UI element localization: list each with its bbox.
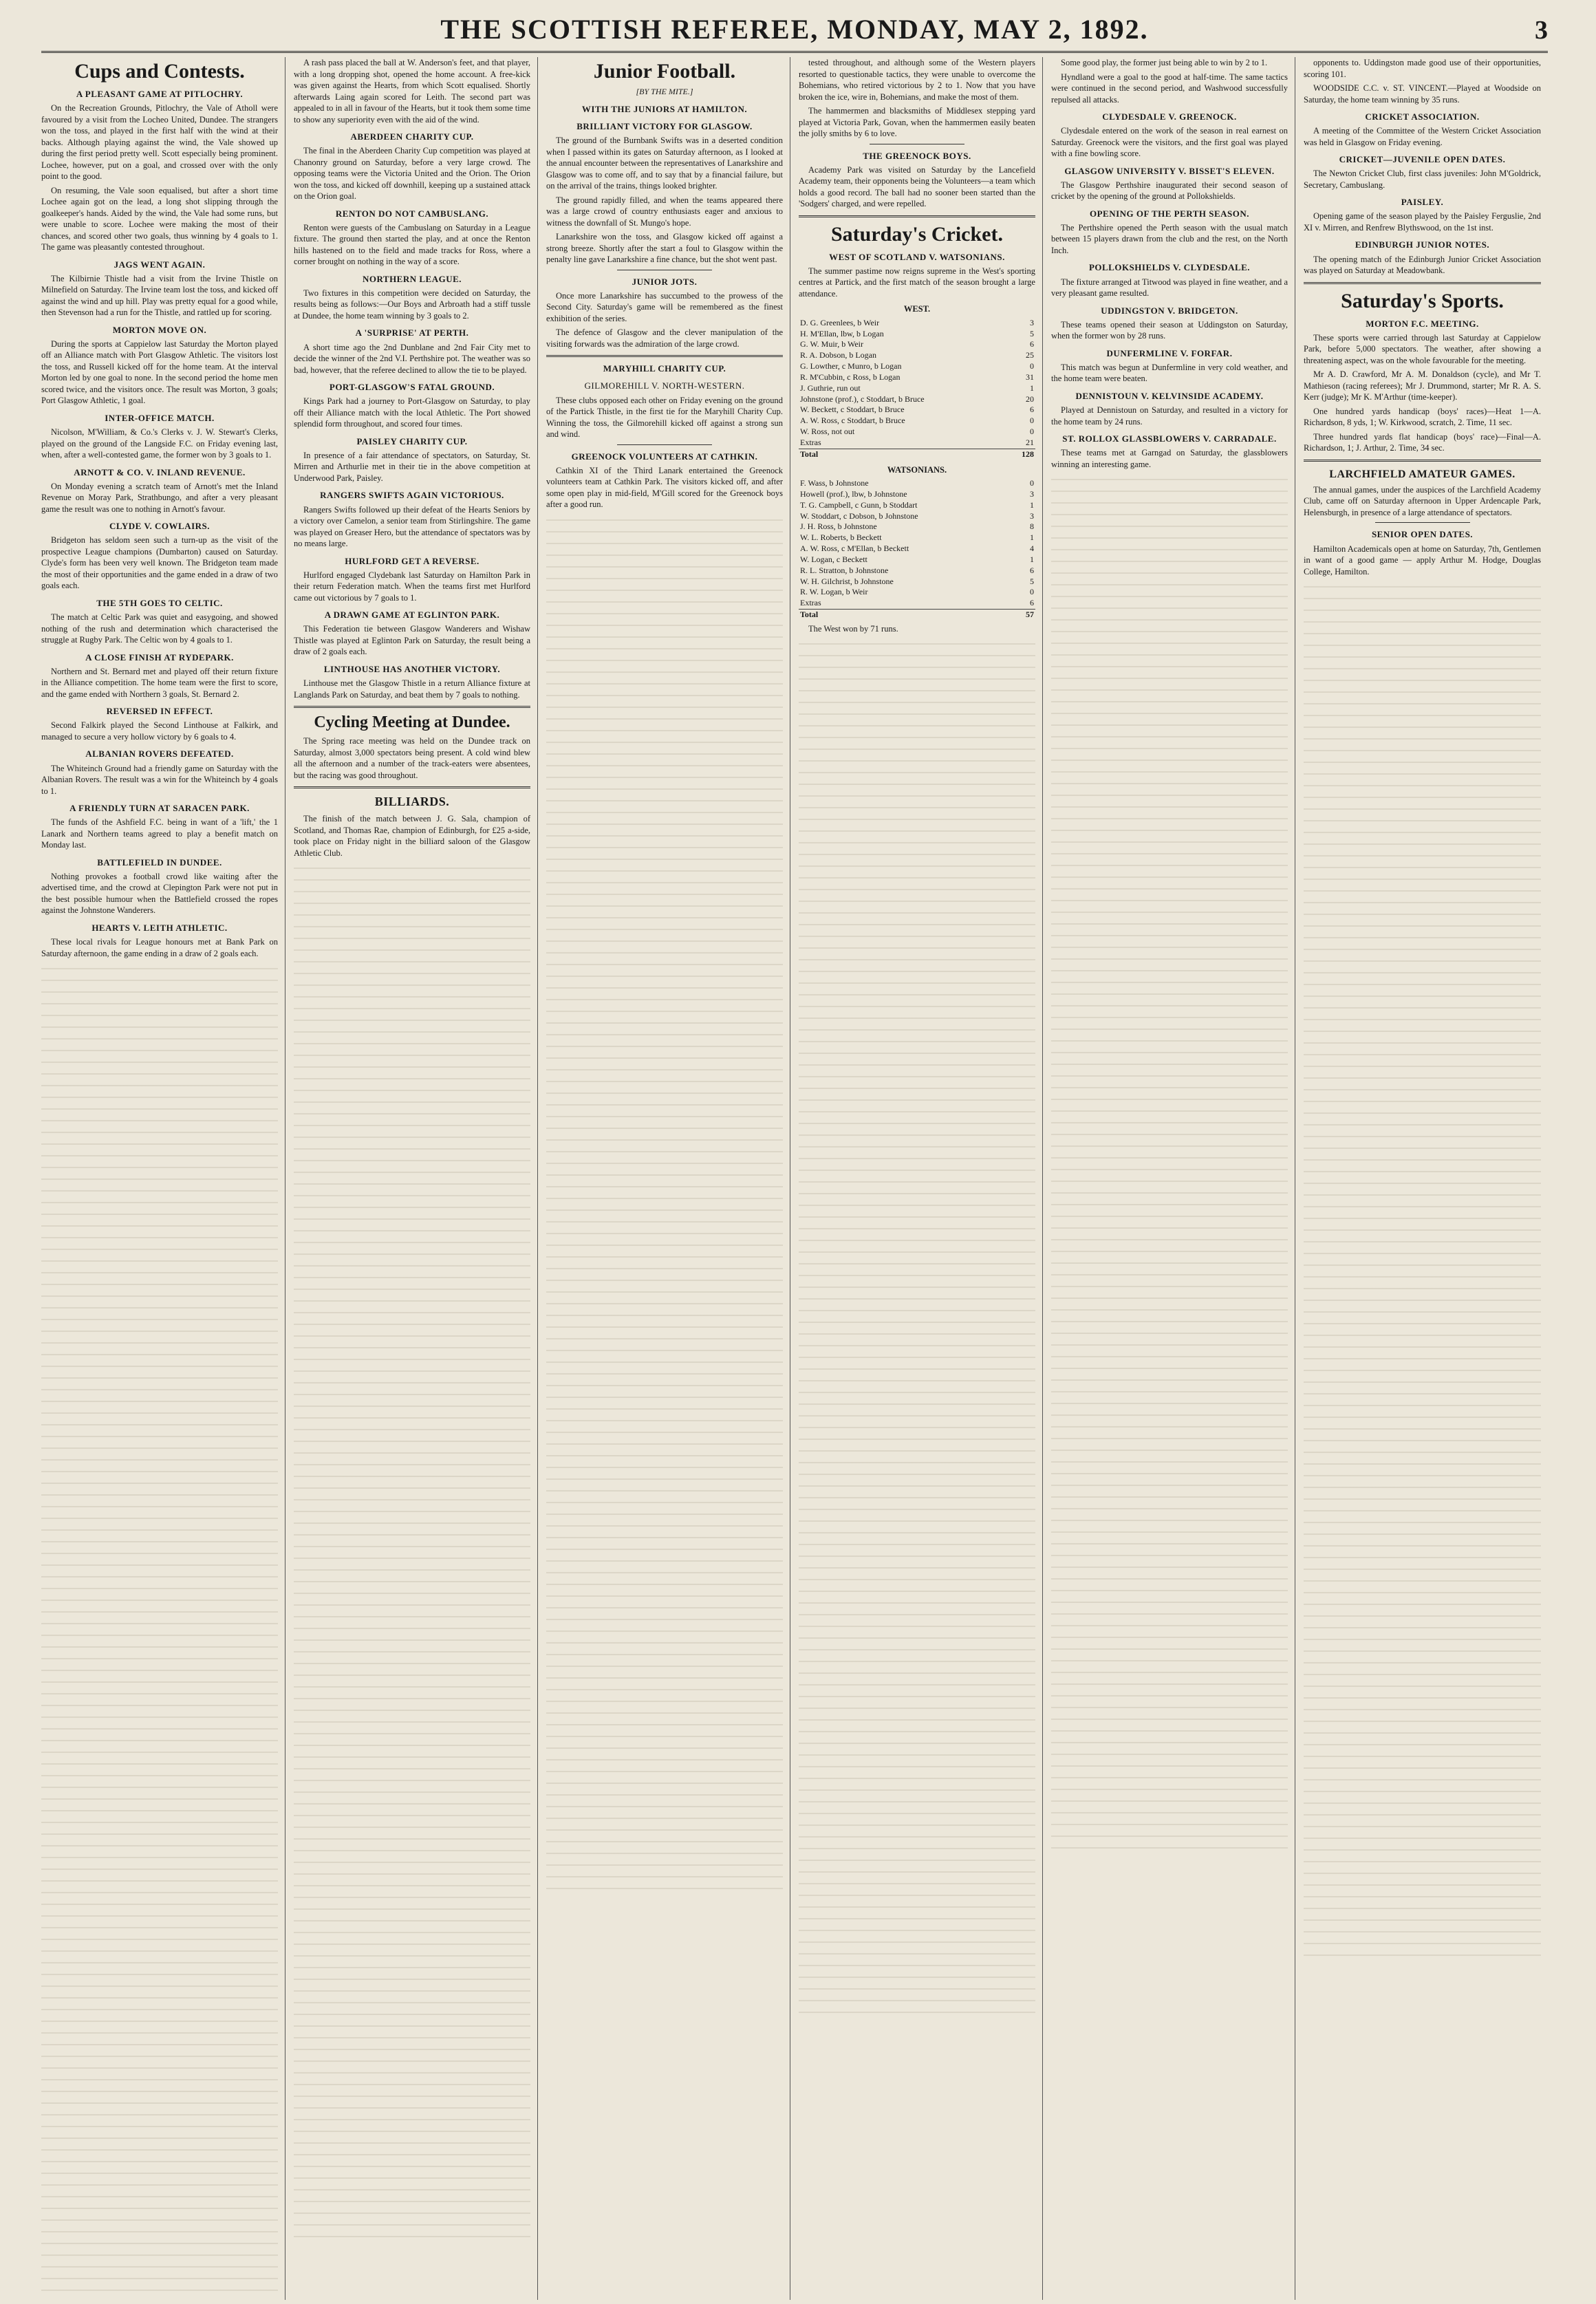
total-label: Total (799, 449, 1008, 460)
section-title-cycling: Cycling Meeting at Dundee. (314, 713, 510, 732)
article-heading: A CLOSE FINISH AT RYDEPARK. (85, 652, 234, 663)
scorecard-title-west: WEST. (903, 304, 931, 314)
masthead (41, 7, 1548, 53)
article-body (546, 465, 783, 510)
divider (1304, 460, 1541, 462)
paragraph: Kings Park had a journey to Port-Glasgow on Saturday, to play off their Alliance match with the local Athletic. The Port showed splendid form throughout, and scored four times. (294, 396, 530, 429)
text-lines-texture (41, 965, 278, 2300)
paragraph: Once more Lanarkshire has succumbed to the prowess of the Second City. Saturday's game will be remembered as the finest exhibition of the series. (546, 290, 783, 323)
column-2 (294, 57, 538, 2300)
paragraph: This Federation tie between Glasgow Wanderers and Wishaw Thistle was played at Eglinton Park on Saturday, the result being a draw of 2 goals each. (294, 624, 530, 657)
article-heading: EDINBURGH JUNIOR NOTES. (1355, 239, 1490, 250)
paragraph: Academy Park was visited on Saturday by the Lancefield Academy team, their opponents being the Volunteers—a team which holds a good record. The ball had no sooner been started than the 'Sodgers' charged, and were repelled. (799, 164, 1035, 209)
scorecard-row (799, 521, 1035, 532)
article-heading: GREENOCK VOLUNTEERS AT CATHKIN. (571, 451, 758, 462)
total-runs: 128 (1008, 449, 1035, 460)
paragraph: opponents to. Uddingston made good use of their opportunities, scoring 101. (1304, 58, 1541, 79)
paragraph: Lanarkshire won the toss, and Glasgow kicked off against a strong breeze. Shortly after the start a foul to Glasgow within the penalty line gave Lanarkshire a fine chance, but the shot went past. (546, 232, 783, 265)
article-heading: CLYDESDALE V. GREENOCK. (1102, 111, 1237, 122)
batsman-runs: 31 (1026, 372, 1034, 382)
paragraph: During the sports at Cappielow last Saturday the Morton played off an Alliance match with Port Glasgow Athletic. The visitors lost the toss, and Russell kicked off for the home team. At the interval Morton led by one goal to none. In the second period the home men scored twice, and the visitors once. The result was Morton, 3 goals; Port Glasgow Athletic, 1 goal. (41, 338, 278, 406)
article-list (41, 88, 278, 959)
scorecard-row (799, 318, 1035, 329)
batsman-name: A. W. Ross, c Stoddart, b Bruce (800, 416, 905, 426)
article-heading: A DRAWN GAME AT EGLINTON PARK. (324, 610, 500, 621)
scorecard-row (799, 598, 1035, 609)
article-heading: CRICKET—JUVENILE OPEN DATES. (1339, 154, 1506, 165)
batsman-name: G. Lowther, c Munro, b Logan (800, 361, 902, 372)
paragraph: The fixture arranged at Titwood was played in fine weather, and a very pleasant game resulted. (1051, 277, 1288, 299)
total-runs: 57 (1008, 610, 1035, 621)
paragraph: This match was begun at Dunfermline in very cold weather, and the home team were beaten. (1051, 362, 1288, 384)
article-heading: JUNIOR JOTS. (632, 276, 698, 287)
article-body (1304, 543, 1541, 578)
columns (41, 57, 1548, 2300)
divider (617, 444, 712, 445)
paragraph: On the Recreation Grounds, Pitlochry, the Vale of Atholl were favoured by a visit from the Locheo United, Dundee. The strangers won the toss, and played in the first half with the wind at their backs. Although playing against the wind, the Vale showed up during the first period pretty well. Scott especially being prominent. Lochee, however, put on a goal, and crossed over with the only point to the good. (41, 103, 278, 182)
article-body (799, 266, 1035, 300)
paragraph: The Perthshire opened the Perth season with the usual match between 15 players drawn from the club and the rest, on the North Inch. (1051, 222, 1288, 255)
scorecard-row (799, 438, 1035, 449)
batsman-runs: 0 (1030, 427, 1034, 437)
article-heading: MORTON MOVE ON. (112, 324, 207, 335)
batsman-runs: 0 (1030, 416, 1034, 426)
article-heading: CRICKET ASSOCIATION. (1365, 111, 1480, 122)
paragraph: In presence of a fair attendance of spectators, on Saturday, St. Mirren and Arthurlie met in their tie in the above competition at Underwood Park, Paisley. (294, 450, 530, 483)
paragraph: A meeting of the Committee of the Western Cricket Association was held in Glasgow on Friday evening. (1304, 126, 1541, 147)
article-heading: HEARTS V. LEITH ATHLETIC. (91, 922, 228, 933)
scorecard-row (799, 577, 1035, 588)
article-body (1304, 254, 1541, 277)
paragraph: The defence of Glasgow and the clever manipulation of the visiting forwards was the admiration of the large crowd. (546, 327, 783, 349)
paragraph: These sports were carried through last Saturday at Cappielow Park, before 5,000 spectators. The weather, after showing a threatening aspect, was on the whole favourable for the meeting. (1304, 332, 1541, 365)
batsman-name: W. Beckett, c Stoddart, b Bruce (800, 405, 905, 415)
article-heading: ARNOTT & CO. V. INLAND REVENUE. (74, 466, 246, 477)
paragraph: These local rivals for League honours met at Bank Park on Saturday afternoon, the game ending in a draw of 2 goals each. (41, 937, 278, 958)
page-number: 3 (1535, 16, 1548, 45)
section-title-billiards: BILLIARDS. (374, 795, 450, 809)
paragraph: Linthouse met the Glasgow Thistle in a return Alliance fixture at Langlands Park on Saturday, and beat them by 7 goals to nothing. (294, 678, 530, 700)
divider (799, 215, 1035, 217)
scorecard-row (799, 543, 1035, 555)
article-body (1304, 57, 1541, 105)
paragraph: The finish of the match between J. G. Sala, champion of Scotland, and Thomas Rae, champion of Edinburgh, for £25 a-side, took place on Friday night in the billiard saloon of the Glasgow Athletic Club. (294, 814, 530, 858)
paragraph: The Spring race meeting was held on the Dundee track on Saturday, almost 3,000 spectators being present. A cold wind blew all the afternoon and a number of the track-eaters were absentees, but the racing was good throughout. (294, 736, 530, 780)
paragraph: WOODSIDE C.C. v. ST. VINCENT.—Played at Woodside on Saturday, the home team winning by 35 runs. (1304, 83, 1541, 105)
result-line: The West won by 71 runs. (808, 623, 898, 634)
batsman-runs: 6 (1030, 405, 1034, 415)
article-heading: WITH THE JUNIORS AT HAMILTON. (581, 103, 748, 114)
cycling-article (294, 735, 530, 781)
text-lines-texture (1304, 583, 1541, 1959)
article-list (294, 57, 530, 700)
paragraph: Second Falkirk played the Second Linthouse at Falkirk, and managed to secure a very hollow victory by 6 goals to 4. (41, 720, 278, 742)
article-heading: PAISLEY CHARITY CUP. (356, 435, 468, 446)
paragraph: The ground of the Burnbank Swifts was in a deserted condition when I passed within its gates on Saturday afternoon, as I looked at the annual encounter between the representatives of Lanarkshire and Glasgow was to come off, and to say that by a financial failure, but on the arrival of the trains, things looked brighter. (546, 136, 783, 191)
batsman-runs: 5 (1030, 328, 1034, 338)
article-heading: A 'SURPRISE' AT PERTH. (355, 327, 469, 338)
batsman-runs: 1 (1030, 532, 1034, 543)
scorecard-row (799, 383, 1035, 394)
scorecard-row (799, 372, 1035, 383)
article-heading: A FRIENDLY TURN AT SARACEN PARK. (69, 803, 250, 814)
divider (294, 786, 530, 788)
article-heading: MARYHILL CHARITY CUP. (603, 363, 726, 374)
batsman-name: W. Ross, not out (800, 427, 855, 437)
scorecard-west (799, 318, 1035, 460)
article-heading: OPENING OF THE PERTH SEASON. (1089, 208, 1250, 219)
batsman-name: W. Stoddart, c Dobson, b Johnstone (800, 510, 918, 521)
paragraph: Northern and St. Bernard met and played off their return fixture in the Alliance competition. The home team were the first to score, and the game ended with Northern 3 goals, St. Bernard 2. (41, 666, 278, 699)
paragraph: Three hundred yards flat handicap (boys' race)—Final—A. Richardson, 1; J. Arthur, 2. Time, 34 sec. (1304, 431, 1541, 453)
article-heading: A PLEASANT GAME AT PITLOCHRY. (76, 89, 244, 99)
column-1 (41, 57, 285, 2300)
batsman-runs: 5 (1030, 576, 1034, 586)
scorecard-row (799, 555, 1035, 566)
paragraph: tested throughout, and although some of the Western players resorted to questionable tactics, they were unable to overcome the Bohemians, who retired victorious by 2 to 1. Now that you have broken the ice, wire in, Bohemians, and make the most of them. (799, 58, 1035, 102)
paragraph: Rangers Swifts followed up their defeat of the Hearts Seniors by a victory over Camelon, a senior team from Stirlingshire. The game was played on Greaser Hero, but the attendance of spectators was by no means large. (294, 504, 530, 549)
scorecard-row (799, 478, 1035, 489)
section-title-saturday-sports: Saturday's Sports. (1341, 289, 1504, 312)
scorecard-row (799, 489, 1035, 500)
article-body (799, 164, 1035, 210)
scorecard-row (799, 511, 1035, 522)
article-heading: GLASGOW UNIVERSITY V. BISSET'S ELEVEN. (1064, 165, 1275, 176)
scorecard-row (799, 394, 1035, 405)
scorecard-total (799, 449, 1035, 460)
article-heading: THE 5TH GOES TO CELTIC. (96, 597, 223, 608)
article-body (546, 395, 783, 440)
article-body (1051, 57, 1288, 105)
paragraph: The Whiteinch Ground had a friendly game on Saturday with the Albanian Rovers. The result was a win for the Whiteinch by 4 goals to 1. (41, 763, 278, 796)
paragraph: Opening game of the season played by the Paisley Ferguslie, 2nd XI v. Mirren, and Renfrew Blythswood, on the 1st inst. (1304, 211, 1541, 233)
batsman-runs: 3 (1030, 510, 1034, 521)
paragraph: The Kilbirnie Thistle had a visit from the Irvine Thistle on Milnefield on Saturday. The Irvine team lost the toss, and kicked off against the wind and up hill. Play was pretty equal for a good while, then Stevenson had a run for the Thistle, and rattled up for scoring. (41, 273, 278, 318)
scorecard-row (799, 329, 1035, 340)
batsman-runs: 6 (1030, 565, 1034, 575)
paragraph: The final in the Aberdeen Charity Cup competition was played at Chanonry ground on Saturday, before a very large crowd. The opposing teams were the Victoria United and the Orion. The Orion won the toss, and kicked off downhill, keeping up a sustained attack on the Orion goal. (294, 146, 530, 202)
paragraph: Two fixtures in this competition were decided on Saturday, the results being as follows:—Our Boys and Arbroath had a stiff tussle at Dundee, the home team winning by 3 goals to 2. (294, 288, 530, 321)
section-title-larchfield: LARCHFIELD AMATEUR GAMES. (1329, 468, 1516, 480)
batsman-name: J. H. Ross, b Johnstone (800, 521, 877, 532)
text-lines-texture (799, 640, 1035, 2016)
text-lines-texture (546, 516, 783, 1892)
article-heading: DENNISTOUN V. KELVINSIDE ACADEMY. (1075, 390, 1264, 401)
article-heading: PORT-GLASGOW'S FATAL GROUND. (329, 382, 495, 393)
batsman-runs: 25 (1026, 350, 1034, 360)
scorecard-row (799, 350, 1035, 361)
batsman-runs: 0 (1030, 478, 1034, 488)
scorecard-row (799, 587, 1035, 598)
article-heading: UDDINGSTON V. BRIDGETON. (1101, 305, 1238, 316)
batsman-name: J. Guthrie, run out (800, 383, 861, 393)
column-5 (1051, 57, 1295, 2300)
batsman-name: Extras (800, 598, 821, 608)
article-list (1051, 111, 1288, 470)
paragraph: Nothing provokes a football crowd like waiting after the advertised time, and the crowd at Clepington Park were not put in the best possible humour when the Battlefield crossed the ropes against the Johnstone Wanderers. (41, 871, 278, 916)
paragraph: Hamilton Academicals open at home on Saturday, 7th, Gentlemen in want of a good game — apply Arthur M. Hodge, Douglas College, Hamilton. (1304, 543, 1541, 577)
section-title-saturday-cricket: Saturday's Cricket. (831, 222, 1003, 246)
article-heading: PAISLEY. (1401, 197, 1444, 208)
paragraph: Hyndland were a goal to the good at half-time. The same tactics were continued in the second period, and Washwood successfully repulsed all attacks. (1051, 72, 1288, 105)
batsman-name: W. H. Gilchrist, b Johnstone (800, 576, 894, 586)
batsman-runs: 3 (1030, 317, 1034, 327)
billiards-article (294, 813, 530, 859)
article-heading: LINTHOUSE HAS ANOTHER VICTORY. (323, 663, 501, 674)
batsman-runs: 1 (1030, 554, 1034, 564)
article-heading: REVERSED IN EFFECT. (106, 706, 213, 717)
column-3 (546, 57, 790, 2300)
paragraph: The funds of the Ashfield F.C. being in want of a 'lift,' the 1 Lanark and Northern teams agreed to play a benefit match on Monday last. (41, 817, 278, 850)
article-body (1304, 125, 1541, 148)
batsman-name: R. M'Cubbin, c Ross, b Logan (800, 372, 901, 382)
batsman-name: G. W. Muir, b Weir (800, 339, 863, 349)
article-body (546, 290, 783, 350)
section-title-cups-contests: Cups and Contests. (74, 60, 245, 83)
article-heading: JAGS WENT AGAIN. (114, 259, 206, 270)
paragraph: A short time ago the 2nd Dunblane and 2nd Fair City met to decide the winner of the 2nd V.I. Perthshire pot. The weather was so bad, however, that the referee declined to allow the tie to be played. (294, 342, 530, 375)
batsman-name: W. L. Roberts, b Beckett (800, 532, 882, 543)
paragraph: Hurlford engaged Clydebank last Saturday on Hamilton Park in their return Federation match. When the teams first met Hurlford came out victorious by 7 goals to 1. (294, 570, 530, 603)
article-heading: ABERDEEN CHARITY CUP. (350, 131, 474, 142)
paragraph: The opening match of the Edinburgh Junior Cricket Association was played on Saturday at Meadowbank. (1304, 254, 1541, 276)
article-body (799, 57, 1035, 140)
paragraph: These teams opened their season at Uddingston on Saturday, when the former won by 28 runs. (1051, 319, 1288, 341)
batsman-name: F. Wass, b Johnstone (800, 478, 869, 488)
batsman-name: Howell (prof.), lbw, b Johnstone (800, 488, 907, 499)
paragraph: Mr A. D. Crawford, Mr A. M. Donaldson (cycle), and Mr T. Mathieson (racing referees); Mr J. Drummond, starter; Mr R. A. S. Kerr (judge); Mr K. M'Arthur (time-keeper). (1304, 369, 1541, 402)
batsman-name: A. W. Ross, c M'Ellan, b Beckett (800, 543, 909, 554)
article-subheading: BRILLIANT VICTORY FOR GLASGOW. (576, 120, 753, 131)
scorecard-row (799, 405, 1035, 416)
scorecard-row (799, 427, 1035, 438)
article-subheading: GILMOREHILL V. NORTH-WESTERN. (584, 380, 745, 391)
batsman-runs: 0 (1030, 361, 1034, 372)
scorecard-row (799, 532, 1035, 543)
scorecard-row (799, 566, 1035, 577)
paragraph: These clubs opposed each other on Friday evening on the ground of the Partick Thistle, in the first tie for the Maryhill Charity Cup. Winning the toss, the Gilmorehill kicked off against a strong sun and wind. (546, 395, 783, 440)
batsman-runs: 1 (1030, 499, 1034, 510)
paragraph: The ground rapidly filled, and when the teams appeared there was a large crowd of country enthusiasts eager and anxious to witness the downfall of St. Mungo's hope. (546, 195, 783, 228)
text-lines-texture (1051, 475, 1288, 1851)
paragraph: The Newton Cricket Club, first class juveniles: John M'Goldrick, Secretary, Cambuslang. (1304, 169, 1541, 190)
paragraph: Played at Dennistoun on Saturday, and resulted in a victory for the home team by 24 runs. (1051, 405, 1288, 427)
article-heading: INTER-OFFICE MATCH. (105, 412, 215, 423)
paragraph: Bridgeton has seldom seen such a turn-up as the visit of the prospective League champions (Dumbarton) caused on Saturday. Clyde's form has been very well known. The Bridgeton team made the most of their opportunities and the game ended in a draw of two goals each. (41, 535, 278, 591)
paragraph: Some good play, the former just being able to win by 2 to 1. (1061, 58, 1268, 67)
scorecard-row (799, 361, 1035, 372)
article-body (1304, 211, 1541, 233)
article-heading: ST. ROLLOX GLASSBLOWERS V. CARRADALE. (1062, 433, 1277, 444)
batsman-name: W. Logan, c Beckett (800, 554, 867, 564)
article-heading: HURLFORD GET A REVERSE. (345, 555, 479, 566)
scorecard-title-watsonians: WATSONIANS. (887, 464, 947, 475)
divider (1304, 282, 1541, 284)
article-body (1304, 332, 1541, 454)
scorecard-total (799, 610, 1035, 621)
article-heading: CLYDE V. COWLAIRS. (109, 521, 211, 532)
article-heading: NORTHERN LEAGUE. (362, 273, 462, 284)
batsman-runs: 1 (1030, 383, 1034, 393)
paragraph: Nicolson, M'William, & Co.'s Clerks v. J. W. Stewart's Clerks, played on the ground of the Langside F.C. on Friday evening last, when, after a well-contested game, the former won by 3 goals to 1. (41, 427, 278, 460)
batsman-name: H. M'Ellan, lbw, b Logan (800, 328, 884, 338)
batsman-name: R. A. Dobson, b Logan (800, 350, 876, 360)
batsman-name: R. W. Logan, b Weir (800, 587, 868, 597)
article-heading: BATTLEFIELD IN DUNDEE. (97, 857, 222, 868)
article-body (1304, 484, 1541, 519)
section-title-junior-football: Junior Football. (593, 60, 736, 83)
paragraph: These teams met at Garngad on Saturday, the glassblowers winning an interesting game. (1051, 448, 1288, 469)
divider (1375, 522, 1470, 523)
batsman-runs: 4 (1030, 543, 1034, 554)
divider (546, 355, 783, 357)
paragraph: The annual games, under the auspices of the Larchfield Academy Club, came off on Saturday afternoon in Upper Ardencaple Park, Helensburgh, in presence of a large attendance of spectators. (1304, 484, 1541, 517)
batsman-runs: 6 (1030, 598, 1034, 608)
scorecard-row (799, 339, 1035, 350)
batsman-name: T. G. Campbell, c Gunn, b Stoddart (800, 499, 918, 510)
paragraph: The hammermen and blacksmiths of Middlesex stepping yard played at Victoria Park, Govan, when the hammermen easily beaten the jolly smiths by 6 to love. (799, 106, 1035, 138)
text-lines-texture (294, 864, 530, 2240)
batsman-name: D. G. Greenlees, b Weir (800, 317, 880, 327)
article-heading: ALBANIAN ROVERS DEFEATED. (85, 749, 234, 760)
article-heading: THE GREENOCK BOYS. (863, 150, 971, 161)
byline: [BY THE MITE.] (636, 87, 693, 96)
batsman-name: R. L. Stratton, b Johnstone (800, 565, 889, 575)
paragraph: On resuming, the Vale soon equalised, but after a short time Lochee again got on the lead, a long shot slipping through the goalkeeper's hands. Aided by the wind, the Vale had some runs, but were unable to score. Lochee were making the most of their chances, and scored other two goals, thus winning by 4 goals to 1. The game was pleasantly contested throughout. (41, 185, 278, 252)
paragraph: One hundred yards handicap (boys' races)—Heat 1—A. Richardson, 8 yds, 1; W. Kirkwood, scratch, 2. Time, 11 sec. (1304, 406, 1541, 428)
article-heading: SENIOR OPEN DATES. (1371, 529, 1474, 540)
total-label: Total (799, 610, 1008, 621)
batsman-runs: 6 (1030, 339, 1034, 349)
scorecard-watsonians (799, 478, 1035, 621)
article-heading: RENTON DO NOT CAMBUSLANG. (335, 208, 489, 219)
article-heading: DUNFERMLINE V. FORFAR. (1106, 347, 1233, 358)
column-6 (1304, 57, 1548, 2300)
batsman-runs: 20 (1026, 394, 1034, 404)
paragraph: A rash pass placed the ball at W. Anderson's feet, and that player, with a long dropping shot, opened the home account. A free-kick was given against the Hearts, from which Scott equalised. Shortly afterwards Laing again scored for Leith. The second part was appealed to in all in favour of the Hearts, but it took them some time to show any superiority even with the aid of the wind. (294, 58, 530, 125)
batsman-name: Extras (800, 437, 821, 447)
batsman-runs: 0 (1030, 587, 1034, 597)
paragraph: Renton were guests of the Cambuslang on Saturday in a League fixture. The ground then started the play, and at once the Renton hills hastened on to the field and made tracks for Ross, where a corner brought on nothing in the way of a score. (294, 222, 530, 267)
batsman-runs: 3 (1030, 488, 1034, 499)
article-heading: WEST OF SCOTLAND V. WATSONIANS. (829, 251, 1005, 262)
scorecard-row (799, 500, 1035, 511)
paragraph: Clydesdale entered on the work of the season in real earnest on Saturday. Greenock were the visitors, and the first goal was played with a fine bowling score. (1051, 126, 1288, 159)
paragraph: The Glasgow Perthshire inaugurated their second season of cricket by the opening of the ground at Pollokshields. (1051, 180, 1288, 202)
divider (294, 706, 530, 708)
article-heading: RANGERS SWIFTS AGAIN VICTORIOUS. (320, 490, 504, 501)
paragraph: The match at Celtic Park was quiet and easygoing, and showed nothing of the rush and determination which characterised the struggle at Rugby Park. The Celtic won by 4 goals to 1. (41, 612, 278, 645)
batsman-name: Johnstone (prof.), c Stoddart, b Bruce (800, 394, 925, 404)
article-heading: POLLOKSHIELDS V. CLYDESDALE. (1088, 262, 1251, 273)
paragraph: The summer pastime now reigns supreme in the West's sporting centres at Partick, and the first match of the season brought a large attendance. (799, 266, 1035, 299)
batsman-runs: 21 (1026, 437, 1034, 447)
article-body (1304, 168, 1541, 191)
masthead-title: THE SCOTTISH REFEREE, MONDAY, MAY 2, 1892. (440, 14, 1149, 45)
batsman-runs: 8 (1030, 521, 1034, 532)
scorecard-row (799, 416, 1035, 427)
article-body (546, 135, 783, 266)
paragraph: Cathkin XI of the Third Lanark entertained the Greenock volunteers team at Cathkin Park. The visitors kicked off, and after some open play in mid-field, M'Gill scored for the Greenock boys after a good run. (546, 465, 783, 510)
article-heading: MORTON F.C. MEETING. (1366, 318, 1479, 329)
paragraph: On Monday evening a scratch team of Arnott's met the Inland Revenue on Moray Park, Strathbungo, and after a very pleasant game the result was one to nothing in Arnott's favour. (41, 481, 278, 514)
column-4 (799, 57, 1043, 2300)
